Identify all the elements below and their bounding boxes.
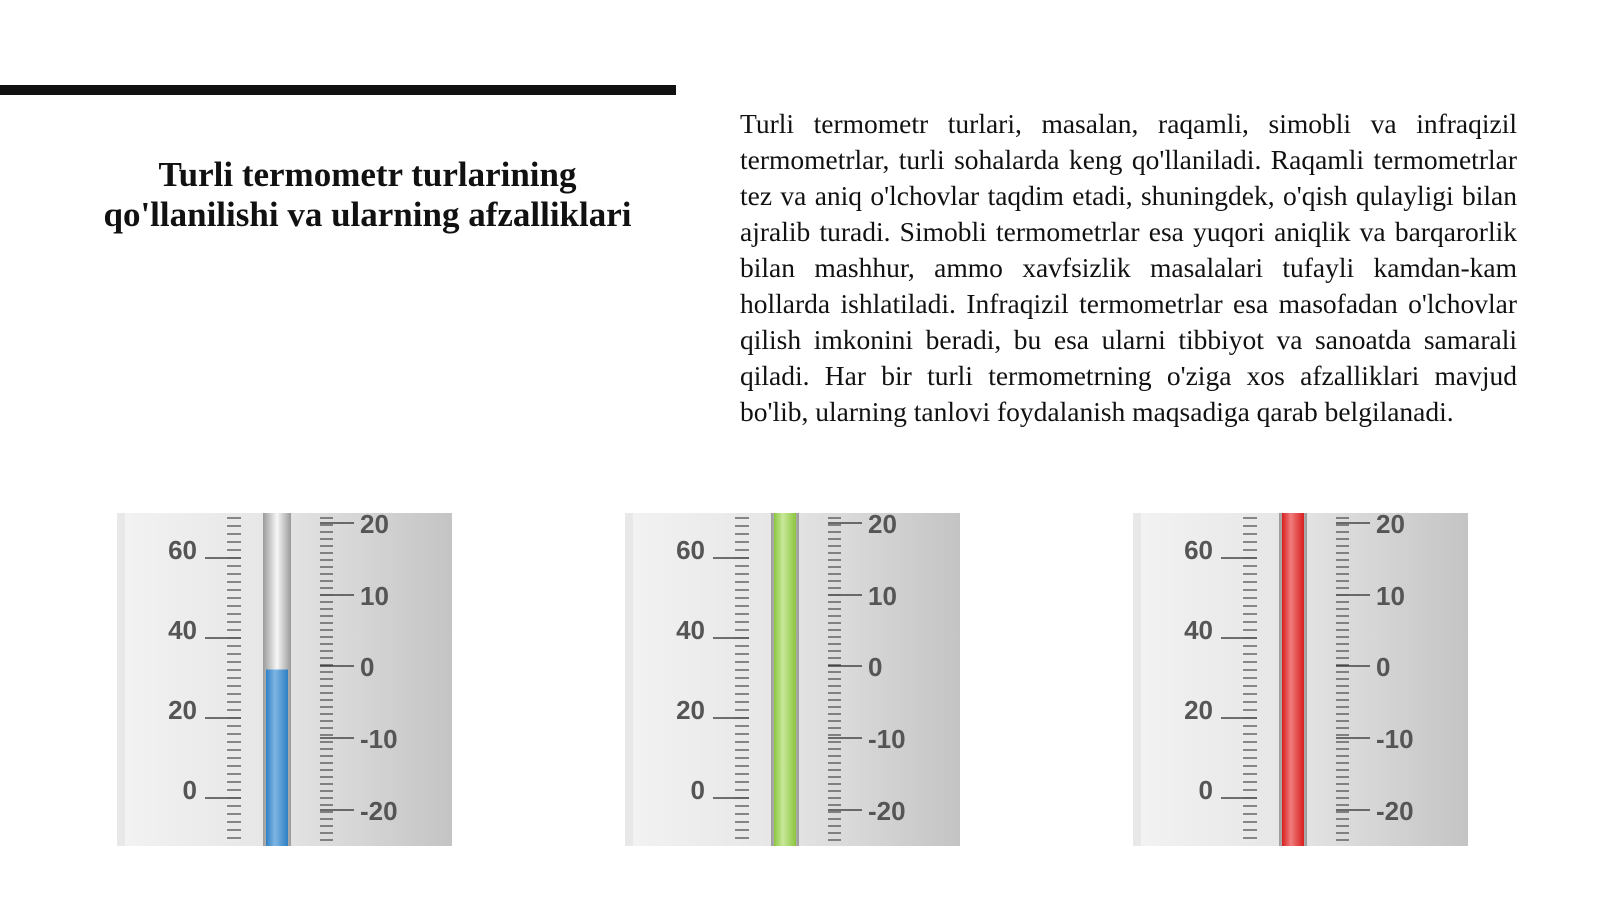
thermometer-graphic xyxy=(117,513,452,846)
thermometer-edge xyxy=(117,513,125,846)
thermometer-liquid xyxy=(774,513,796,846)
right-scale-label: -20 xyxy=(1376,796,1414,826)
left-scale-label: 40 xyxy=(676,615,705,645)
right-scale-label: -10 xyxy=(1376,724,1414,754)
right-scale-label: 10 xyxy=(1376,581,1405,611)
thermometer-edge xyxy=(625,513,633,846)
right-scale-label: 10 xyxy=(868,581,897,611)
right-scale-label: -10 xyxy=(868,724,906,754)
thermometer-green xyxy=(625,513,960,846)
right-scale-label: 0 xyxy=(868,652,883,682)
left-scale-label: 0 xyxy=(690,775,705,805)
title-rule-bar xyxy=(0,85,676,95)
left-scale-label: 0 xyxy=(182,775,197,805)
left-scale-label: 60 xyxy=(676,535,705,565)
left-scale-label: 60 xyxy=(168,535,197,565)
right-scale-label: -20 xyxy=(360,796,398,826)
right-scale-label: 0 xyxy=(1376,652,1391,682)
slide-body-text: Turli termometr turlari, masalan, raqamli, simobli va infraqizil termometrlar, turli sohalarda keng qo'llaniladi. Raqamli termometrlar tez va aniq o'lchovlar taqdim etadi, shuningdek, o'qish qulayligi bilan ajralib turadi. Simobli termometrlar esa yuqori aniqlik va barqarorlik bilan mashhur, ammo xavfsizlik masalalari tufayli kamdan-kam hollarda ishlatiladi. Infraqizil termometrlar esa masofadan o'lchovlar qilish imkonini beradi, bu esa ularni tibbiyot va sanoatda samarali qiladi. Har bir turli termometrning o'ziga xos afzalliklari mavjud bo'lib, ularning tanlovi foydalanish maqsadiga qarab belgilanadi. xyxy=(740,108,1517,427)
right-scale-label: -10 xyxy=(360,724,398,754)
right-scale-label: 20 xyxy=(1376,513,1405,539)
slide-title-line-2: qo'llanilishi va ularning afzalliklari xyxy=(103,195,632,234)
right-scale-label: 20 xyxy=(360,513,389,539)
slide-title xyxy=(40,155,695,235)
left-scale-label: 20 xyxy=(1184,695,1213,725)
thermometer-liquid xyxy=(1282,513,1304,846)
left-scale-label: 0 xyxy=(1198,775,1213,805)
right-scale-label: 20 xyxy=(868,513,897,539)
left-scale-label: 40 xyxy=(1184,615,1213,645)
thermometer-blue xyxy=(117,513,452,846)
thermometer-graphic xyxy=(625,513,960,846)
right-scale-label: 0 xyxy=(360,652,375,682)
left-scale-label: 60 xyxy=(1184,535,1213,565)
thermometer-liquid xyxy=(266,670,288,846)
thermometer-edge xyxy=(1133,513,1141,846)
right-scale-label: 10 xyxy=(360,581,389,611)
left-scale-label: 40 xyxy=(168,615,197,645)
left-scale-label: 20 xyxy=(168,695,197,725)
thermometer-graphic xyxy=(1133,513,1468,846)
left-scale-label: 20 xyxy=(676,695,705,725)
thermometer-red xyxy=(1133,513,1468,846)
slide-title-line-1: Turli termometr turlarining xyxy=(158,155,577,194)
right-scale-label: -20 xyxy=(868,796,906,826)
